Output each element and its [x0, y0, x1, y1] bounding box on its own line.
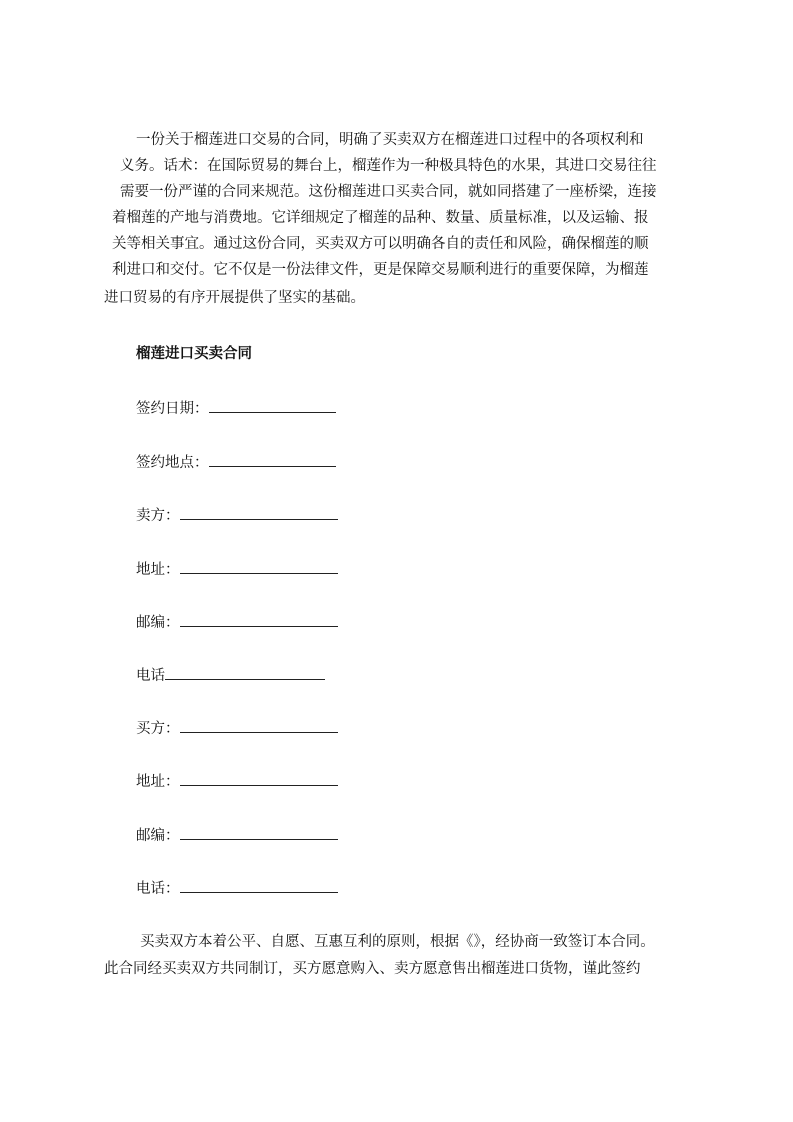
- seller-address-label: 地址：: [136, 562, 180, 578]
- contract-title: 榴莲进口买卖合同: [136, 346, 252, 362]
- seller-label: 卖方：: [136, 508, 180, 524]
- intro-line-3: 需要一份严谨的合同来规范。这份榴莲进口买卖合同，就如同搭建了一座桥梁，连接: [120, 184, 657, 200]
- intro-line-7: 进口贸易的有序开展提供了坚实的基础。: [104, 290, 365, 306]
- sign-date-field: [136, 397, 336, 419]
- intro-line-4: 着榴莲的产地与消费地。它详细规定了榴莲的品种、数量、质量标准，以及运输、报: [112, 210, 649, 226]
- seller-postcode-blank[interactable]: [180, 611, 338, 627]
- seller-phone-blank[interactable]: [165, 664, 325, 680]
- buyer-postcode-blank[interactable]: [180, 824, 338, 840]
- sign-place-field: [136, 451, 336, 473]
- intro-line-2: 义务。话术：在国际贸易的舞台上，榴莲作为一种极具特色的水果，其进口交易往往: [120, 158, 657, 174]
- buyer-phone-field: [136, 877, 338, 899]
- seller-postcode-field: [136, 611, 338, 633]
- intro-line-6: 利进口和交付。它不仅是一份法律文件，更是保障交易顺利进行的重要保障，为榴莲: [112, 262, 649, 278]
- seller-postcode-label: 邮编：: [136, 615, 180, 631]
- buyer-field: [136, 717, 338, 739]
- buyer-address-blank[interactable]: [180, 770, 338, 786]
- closing-line-1: 买卖双方本着公平、自愿、互惠互利的原则，根据《》，经协商一致签订本合同。: [140, 934, 655, 950]
- buyer-address-field: [136, 770, 338, 792]
- sign-date-blank[interactable]: [209, 397, 336, 413]
- sign-date-label: 签约日期：: [136, 401, 209, 417]
- intro-line-1: 一份关于榴莲进口交易的合同，明确了买卖双方在榴莲进口过程中的各项权利和: [136, 132, 644, 148]
- buyer-phone-blank[interactable]: [180, 877, 338, 893]
- seller-blank[interactable]: [180, 504, 338, 520]
- buyer-postcode-field: [136, 824, 338, 846]
- seller-address-field: [136, 558, 338, 580]
- seller-phone-label: 电话: [136, 668, 165, 684]
- buyer-phone-label: 电话：: [136, 881, 180, 897]
- buyer-label: 买方：: [136, 721, 180, 737]
- sign-place-blank[interactable]: [209, 451, 336, 467]
- seller-field: [136, 504, 338, 526]
- seller-phone-field: [136, 664, 325, 686]
- buyer-blank[interactable]: [180, 717, 338, 733]
- intro-line-5: 关等相关事宜。通过这份合同，买卖双方可以明确各自的责任和风险，确保榴莲的顺: [112, 236, 649, 252]
- seller-address-blank[interactable]: [180, 558, 338, 574]
- sign-place-label: 签约地点：: [136, 455, 209, 471]
- buyer-address-label: 地址：: [136, 774, 180, 790]
- closing-line-2: 此合同经买卖双方共同制订，买方愿意购入、卖方愿意售出榴莲进口货物，谨此签约: [104, 961, 641, 977]
- buyer-postcode-label: 邮编：: [136, 828, 180, 844]
